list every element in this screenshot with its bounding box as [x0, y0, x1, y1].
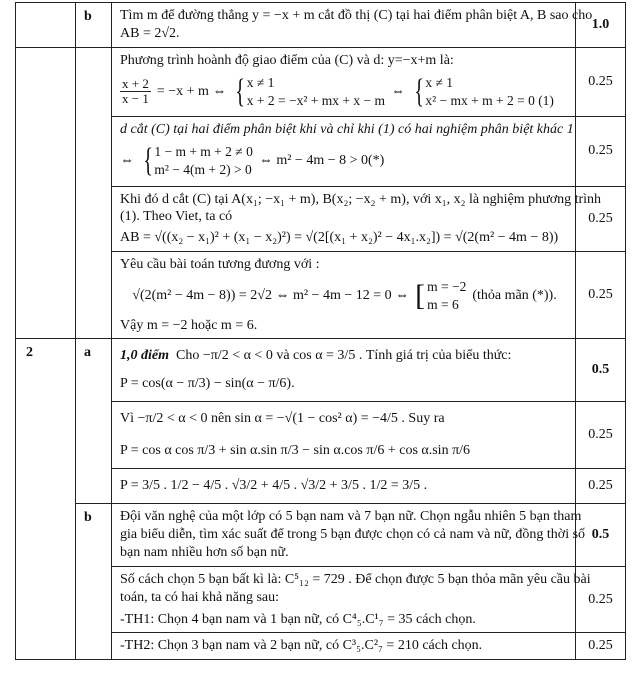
question-number-cell: [16, 633, 76, 660]
content-line: toán, ta có hai khả năng sau:: [120, 589, 280, 605]
content-cell: [112, 252, 576, 339]
equation-text: ⇔: [390, 83, 405, 99]
score-cell: 1.0: [576, 3, 626, 48]
score-cell: 0.25: [576, 566, 626, 633]
system-line: x ≠ 1: [246, 74, 275, 90]
content-line: gia biểu diễn, tìm xác suất để trong 5 bạn được chọn có cả nam và nữ, đồng thời số: [120, 526, 586, 542]
table-row: [16, 117, 626, 186]
part-cell: [76, 186, 112, 252]
table-row: [16, 252, 626, 339]
part-cell: b: [76, 504, 112, 567]
table-row: [16, 3, 626, 48]
content-line: [120, 347, 569, 365]
content-line: AB = 2√2.: [120, 25, 180, 41]
system-line: x² − mx + m + 2 = 0 (1): [425, 92, 554, 108]
table-row: [16, 633, 626, 660]
score-cell: 0.25: [576, 402, 626, 469]
content-line: -TH1: Chọn 4 bạn nam và 1 bạn nữ, có C⁴₅.C¹₇ = 35 cách chọn.: [120, 611, 476, 627]
content-cell: [112, 339, 576, 402]
system-line: x + 2 = −x² + mx + x − m: [246, 92, 385, 108]
part-cell: [76, 566, 112, 633]
equation: [120, 278, 569, 314]
content-text: Cho −π/2 < α < 0 và cos α = 3/5 . Tính giá trị của biểu thức:: [176, 348, 512, 364]
table-row: [16, 504, 626, 567]
content-line: Vì −π/2 < α < 0 nên sin α = −√(1 − cos² α) = −4/5 . Suy ra: [120, 411, 445, 427]
question-number-cell: [16, 504, 76, 567]
equation: [120, 74, 569, 110]
table-row: [16, 339, 626, 402]
content-line: Vậy m = −2 hoặc m = 6.: [120, 317, 258, 333]
system-line: m = −2: [427, 279, 467, 295]
content-line: P = 3/5 . 1/2 − 4/5 . √3/2 + 4/5 . √3/2 + 3/5 . 1/2 = 3/5 .: [120, 478, 428, 494]
equation-system: { x ≠ 1 x² − mx + m + 2 = 0 (1): [414, 72, 554, 110]
content-cell: [112, 633, 576, 660]
answer-table: [15, 2, 626, 660]
score-cell: 0.5: [576, 504, 626, 567]
system-line: m = 6: [427, 297, 459, 313]
content-line: Đội văn nghệ của một lớp có 5 bạn nam và 7 bạn nữ. Chọn ngẫu nhiên 5 bạn tham: [120, 509, 582, 524]
content-cell: [112, 504, 586, 567]
denominator: x − 1: [122, 91, 149, 107]
content-cell: [112, 469, 576, 504]
score-cell: 0.5: [576, 339, 626, 402]
content-line: Phương trình hoành độ giao điểm của (C) và d: y=−x+m là:: [120, 52, 454, 68]
table-row: [16, 402, 626, 469]
equation-text: = −x + m ⇔: [156, 83, 227, 99]
part-cell: [76, 469, 112, 504]
part-cell: [76, 47, 112, 116]
score-cell: 0.25: [576, 47, 626, 116]
content-line: -TH2: Chọn 3 bạn nam và 2 bạn nữ, có C³₅.C²₇ = 210 cách chọn.: [120, 638, 483, 654]
content-line: Yêu cầu bài toán tương đương với :: [120, 257, 320, 273]
equation-text: √(2(m² − 4m − 8)) = 2√2 ⇔ m² − 4m − 12 = 0 ⇔: [132, 288, 410, 304]
content-line: Khi đó d cắt (C) tại A(x₁; −x₁ + m), B(x₂; −x₂ + m), với x₁, x₂ là nghiệm phương trình: [120, 191, 602, 207]
part-cell: a: [76, 339, 112, 402]
system-line: m² − 4(m + 2) > 0: [154, 162, 252, 178]
content-cell: [112, 402, 576, 469]
part-cell: [76, 117, 112, 186]
question-number-cell: [16, 47, 76, 116]
score-cell: 0.25: [576, 469, 626, 504]
equation-system: { 1 − m + m + 2 ≠ 0 m² − 4(m + 2) > 0: [143, 142, 253, 180]
question-number-cell: [16, 469, 76, 504]
score-cell: 0.25: [576, 186, 626, 252]
numerator: x + 2: [122, 76, 149, 92]
content-line: bạn nam nhiều hơn số bạn nữ.: [120, 544, 289, 560]
equation-system: [ m = −2 m = 6: [415, 278, 466, 314]
content-line: AB = √((x₂ − x₁)² + (x₁ − x₂)²) = √(2[(x₁ + x₂)² − 4x₁.x₂]) = √(2(m² − 4m − 8)): [120, 230, 559, 246]
content-line: Số cách chọn 5 bạn bất kì là: C⁵₁₂ = 729 . Để chọn được 5 bạn thỏa mãn yêu cầu bài: [120, 571, 591, 587]
equation-system: { x ≠ 1 x + 2 = −x² + mx + x − m: [235, 72, 385, 110]
content-line: Tìm m để đường thẳng y = −x + m cắt đồ thị (C) tại hai điểm phân biệt A, B sao cho: [120, 8, 593, 23]
question-number-cell: [16, 566, 76, 633]
table-row: [16, 469, 626, 504]
content-line: P = cos α cos π/3 + sin α.sin π/3 − sin α.cos π/6 + cos α.sin π/6: [120, 443, 471, 459]
part-cell: [76, 402, 112, 469]
content-line: d cắt (C) tại hai điểm phân biệt khi và chỉ khi (1) có hai nghiệm phân biệt khác 1: [120, 122, 574, 138]
part-cell: [76, 633, 112, 660]
score-cell: 0.25: [576, 252, 626, 339]
content-cell: [112, 3, 593, 48]
content-line: (1). Theo Viet, ta có: [120, 209, 233, 225]
equation-text: ⇔ m² − 4m − 8 > 0(*): [258, 153, 385, 169]
score-cell: 0.25: [576, 117, 626, 186]
system-line: 1 − m + m + 2 ≠ 0: [154, 144, 253, 160]
table-row: [16, 47, 626, 116]
question-number-cell: [16, 252, 76, 339]
system-line: x ≠ 1: [425, 74, 453, 90]
part-cell: b: [76, 3, 112, 48]
content-cell: [112, 566, 591, 633]
question-number-cell: 2: [16, 339, 76, 402]
question-number-cell: [16, 117, 76, 186]
equation: [120, 143, 569, 179]
equation-text: ⇔: [120, 153, 134, 169]
part-cell: [76, 252, 112, 339]
table-row: [16, 566, 626, 633]
content-cell: [112, 47, 576, 116]
score-cell: 0.25: [576, 633, 626, 660]
fraction: [120, 77, 151, 107]
content-line: P = cos(α − π/3) − sin(α − π/6).: [120, 376, 295, 392]
table-row: [16, 186, 626, 252]
score-heading: 1,0 điểm: [120, 348, 169, 364]
question-number-cell: [16, 186, 76, 252]
question-number-cell: [16, 402, 76, 469]
equation-text: (thỏa mãn (*)).: [472, 288, 557, 304]
question-number-cell: [16, 3, 76, 48]
content-cell: [112, 117, 576, 186]
